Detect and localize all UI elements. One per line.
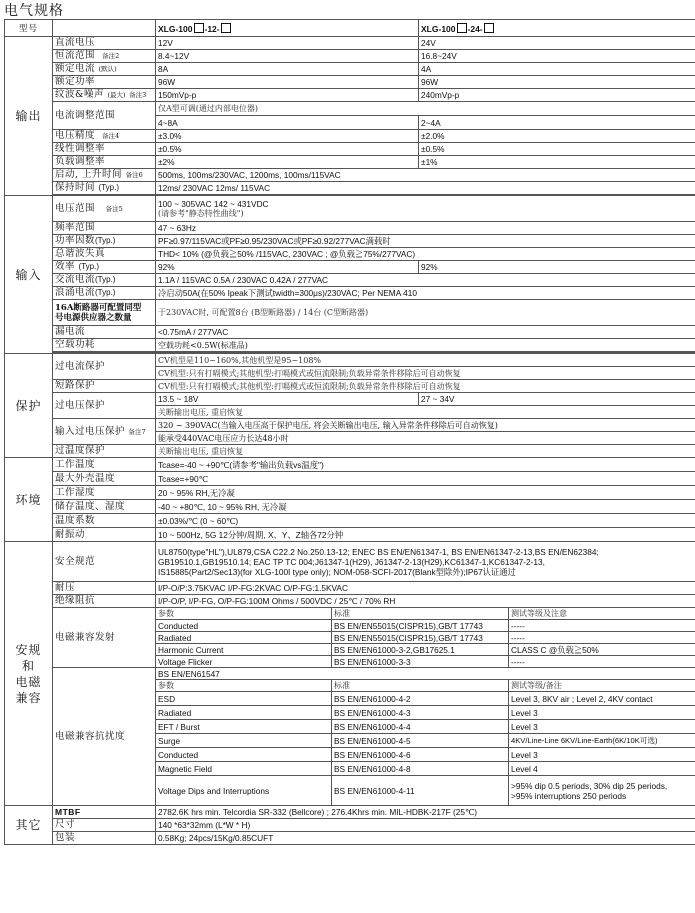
row-rated-power <box>5 76 695 89</box>
value-24v: ±2.0% <box>419 130 695 143</box>
row-dc-voltage <box>5 37 695 50</box>
label-working-humidity: 工作湿度 <box>53 486 156 500</box>
label-cc-range: 恒流范围 备注2 <box>53 50 156 63</box>
value-safety-standards: UL8750(type"HL"),UL879,CSA C22.2 No.250.13-12; ENEC BS EN/EN61347-1, BS EN/EN61347-2-13,BS EN/EN62384; GB19510.1,GB19510.14; EAC TP TC 004;J61347-1(H29), J61347-2-13(H29),KC61347-1,KC61347-2-13, IS15885(Part2/Sec13)(for XLG-100I type only); NOM-058-SCFI-2017(Blank型除外);IP67认证通过 <box>156 542 695 582</box>
safety-emc-section-label: 安规 和 电磁 兼容 <box>5 542 53 806</box>
label-input-voltage: 电压范围 备注5 <box>53 196 156 222</box>
label-max-case-temp: 最大外壳温度 <box>53 472 156 486</box>
value-thd: THD< 10% (@负载≧50% /115VAC, 230VAC ; @负载≧75%/277VAC) <box>156 248 695 261</box>
label-dc-voltage: 直流电压 <box>53 37 156 50</box>
value-packing: 0.58Kg; 24pcs/15Kg/0.85CUFT <box>156 832 695 845</box>
value-12v: 8A <box>156 63 419 76</box>
immunity-head-param: 参数 <box>156 680 332 692</box>
value-24v: 16.8~24V <box>419 50 695 63</box>
emission-head-param: 参数 <box>156 608 332 620</box>
immunity-test: Level 3, 8KV air ; Level 2, 4KV contact <box>509 692 695 706</box>
row-inrush <box>5 287 695 300</box>
emission-head-standard: 标准 <box>332 608 509 620</box>
value-12v: 8.4~12V <box>156 50 419 63</box>
label-mtbf: MTBF <box>53 806 156 819</box>
immunity-standard: BS EN/EN61000-4-2 <box>332 692 509 706</box>
label-current-adj: 电流调整范围 <box>53 102 156 130</box>
immunity-test: Level 3 <box>509 706 695 720</box>
label-voltage-tol: 电压精度 备注4 <box>53 130 156 143</box>
value-storage: -40 ~ +80℃, 10 ~ 95% RH, 无冷凝 <box>156 500 695 514</box>
row-ripple <box>5 89 695 102</box>
label-rated-current: 额定电流 (默认) <box>53 63 156 76</box>
value-12v: ±0.5% <box>156 143 419 156</box>
label-thd: 总谐波失真 <box>53 248 156 261</box>
label-efficiency: 效率 (Typ.) <box>53 261 156 274</box>
value-over-current-2: CV机型:只有打嗝模式;其他机型:打嗝模式或恒流限制;负载异常条件移除后可自动恢复 <box>156 367 695 380</box>
label-emc-emission: 电磁兼容发射 <box>53 608 156 668</box>
row-over-voltage <box>5 393 695 406</box>
row-cc-range <box>5 50 695 63</box>
value-input-ovp-1: 320 ~ 390VAC(当输入电压高于保护电压, 将会关断输出电压, 输入异常条件移除后可自动恢复) <box>156 419 695 432</box>
value-24v: 96W <box>419 76 695 89</box>
label-rated-power: 额定功率 <box>53 76 156 89</box>
row-vibration <box>5 528 695 542</box>
checkbox-icon <box>221 23 231 33</box>
emission-standard: BS EN/EN61000-3-3 <box>332 656 509 668</box>
row-input-ovp <box>5 419 695 432</box>
value-input-ovp-2: 能承受440VAC电压应力长达48小时 <box>156 432 695 445</box>
label-setup: 启动, 上升时间 备注6 <box>53 169 156 182</box>
value-withstand: I/P-O/P:3.75KVAC I/P-FG:2KVAC O/P-FG:1.5KVAC <box>156 582 695 595</box>
checkbox-icon <box>194 23 204 33</box>
value-ac-current: 1.1A / 115VAC 0.5A / 230VAC 0.42A / 277VAC <box>156 274 695 287</box>
value-12v: 150mVp-p <box>156 89 419 102</box>
label-line-reg: 线性调整率 <box>53 143 156 156</box>
emission-standard: BS EN/EN61000-3-2,GB17625.1 <box>332 644 509 656</box>
immunity-param: Magnetic Field <box>156 762 332 776</box>
value-dimension: 140 *63*32mm (L*W * H) <box>156 819 695 832</box>
emission-standard: BS EN/EN55015(CISPR15),GB/T 17743 <box>332 620 509 632</box>
emission-standard: BS EN/EN55015(CISPR15),GB/T 17743 <box>332 632 509 644</box>
immunity-param: Radiated <box>156 706 332 720</box>
value-12v: 92% <box>156 261 419 274</box>
immunity-test: >95% dip 0.5 periods, 30% dip 25 periods, >95% interruptions 250 periods <box>509 776 695 806</box>
label-emc-immunity: 电磁兼容抗扰度 <box>53 668 156 806</box>
value-input-voltage: 100 ~ 305VAC 142 ~ 431VDC (请参考"静态特性曲线") <box>156 196 695 222</box>
immunity-test: Level 3 <box>509 720 695 734</box>
row-over-temp <box>5 445 695 458</box>
label-load-reg: 负载调整率 <box>53 156 156 169</box>
label-breakers: 16A断路器可配置同型 号电源供应器之数量 <box>53 300 156 326</box>
row-temp-coeff <box>5 514 695 528</box>
label-input-ovp: 输入过电压保护 备注7 <box>53 419 156 445</box>
label-packing: 包装 <box>53 832 156 845</box>
value-12v: 12V <box>156 37 419 50</box>
model-section-label: 型号 <box>5 20 53 37</box>
value-12v: 96W <box>156 76 419 89</box>
value-over-current-1: CV机型是110~160%,其他机型是95~108% <box>156 354 695 367</box>
immunity-top-standard: BS EN/EN61547 <box>156 668 695 680</box>
value-12v: ±2% <box>156 156 419 169</box>
value-24v: 24V <box>419 37 695 50</box>
emission-param: Harmonic Current <box>156 644 332 656</box>
emission-param: Radiated <box>156 632 332 644</box>
value-leakage: <0.75mA / 277VAC <box>156 326 695 339</box>
label-dimension: 尺寸 <box>53 819 156 832</box>
protection-section-label: 保护 <box>5 354 53 458</box>
checkbox-icon <box>457 23 467 33</box>
row-mtbf <box>5 806 695 819</box>
value-working-humidity: 20 ~ 95% RH,无冷凝 <box>156 486 695 500</box>
immunity-standard: BS EN/EN61000-4-6 <box>332 748 509 762</box>
row-dimension <box>5 819 695 832</box>
row-storage <box>5 500 695 514</box>
label-over-temp: 过温度保护 <box>53 445 156 458</box>
row-no-load <box>5 339 695 352</box>
spec-table <box>4 19 695 845</box>
value-current-adj-note: 仅A型可调(通过内部电位器) <box>156 102 695 116</box>
value-inrush: 冷启动50A(在50% Ipeak下测试twidth=300μs)/230VAC; Per NEMA 410 <box>156 287 695 300</box>
immunity-standard: BS EN/EN61000-4-5 <box>332 734 509 748</box>
immunity-head-test: 测试等级/备注 <box>509 680 695 692</box>
immunity-standard: BS EN/EN61000-4-8 <box>332 762 509 776</box>
immunity-test: Level 4 <box>509 762 695 776</box>
value-24v: 2~4A <box>419 116 695 130</box>
immunity-head-standard: 标准 <box>332 680 509 692</box>
others-section-label: 其它 <box>5 806 53 845</box>
value-mtbf: 2782.6K hrs min. Telcordia SR-332 (Bellcore) ; 276.4Khrs min. MIL-HDBK-217F (25℃) <box>156 806 695 819</box>
label-safety-standards: 安全规范 <box>53 542 156 582</box>
immunity-param: Surge <box>156 734 332 748</box>
row-max-case-temp <box>5 472 695 486</box>
emission-test: CLASS C @负载≧50% <box>509 644 695 656</box>
label-vibration: 耐振动 <box>53 528 156 542</box>
row-ac-current <box>5 274 695 287</box>
value-24v: 92% <box>419 261 695 274</box>
label-hold-up: 保持时间 (Typ.) <box>53 182 156 195</box>
label-freq: 频率范围 <box>53 222 156 235</box>
value-12v: 4~8A <box>156 116 419 130</box>
immunity-top-row <box>5 668 695 680</box>
row-efficiency <box>5 261 695 274</box>
label-over-current: 过电流保护 <box>53 354 156 380</box>
model-24v: XLG-100 -24- <box>419 20 695 37</box>
immunity-test: Level 3 <box>509 748 695 762</box>
label-ac-current: 交流电流(Typ.) <box>53 274 156 287</box>
value-freq: 47 ~ 63Hz <box>156 222 695 235</box>
label-short-circuit: 短路保护 <box>53 380 156 393</box>
value-24v: ±1% <box>419 156 695 169</box>
label-working-temp: 工作温度 <box>53 458 156 472</box>
row-pf <box>5 235 695 248</box>
label-withstand: 耐压 <box>53 582 156 595</box>
environment-section-label: 环境 <box>5 458 53 542</box>
row-freq <box>5 222 695 235</box>
emission-head-test: 测试等级及注意 <box>509 608 695 620</box>
row-setup <box>5 169 695 182</box>
label-pf: 功率因数(Typ.) <box>53 235 156 248</box>
row-load-reg <box>5 156 695 169</box>
label-temp-coeff: 温度系数 <box>53 514 156 528</box>
value-vibration: 10 ~ 500Hz, 5G 12分钟/周期, X、Y、Z轴各72分钟 <box>156 528 695 542</box>
value-24v: 240mVp-p <box>419 89 695 102</box>
value-12v: 13.5 ~ 18V <box>156 393 419 406</box>
row-working-humidity <box>5 486 695 500</box>
emission-test: ----- <box>509 632 695 644</box>
value-setup: 500ms, 100ms/230VAC, 1200ms, 100ms/115VAC <box>156 169 695 182</box>
immunity-param: EFT / Burst <box>156 720 332 734</box>
value-no-load: 空载功耗<0.5W(标准品) <box>156 339 695 352</box>
label-leakage: 漏电流 <box>53 326 156 339</box>
immunity-standard: BS EN/EN61000-4-4 <box>332 720 509 734</box>
row-over-current <box>5 354 695 367</box>
model-row <box>5 20 695 37</box>
value-24v: 4A <box>419 63 695 76</box>
value-hold-up: 12ms/ 230VAC 12ms/ 115VAC <box>156 182 695 195</box>
label-storage: 储存温度、湿度 <box>53 500 156 514</box>
value-12v: ±3.0% <box>156 130 419 143</box>
immunity-standard: BS EN/EN61000-4-3 <box>332 706 509 720</box>
model-12v: XLG-100 -12- <box>156 20 419 37</box>
row-breakers <box>5 300 695 326</box>
immunity-test: 4KV/Line-Line 6KV/Line-Earth(6K/10K可选) <box>509 734 695 748</box>
row-thd <box>5 248 695 261</box>
value-isolation: I/P-O/P, I/P-FG, O/P-FG:100M Ohms / 500VDC / 25℃ / 70% RH <box>156 595 695 608</box>
immunity-param: Voltage Dips and Interruptions <box>156 776 332 806</box>
value-pf: PF≥0.97/115VAC或PF≥0.95/230VAC或PF≥0.92/277VAC满载时 <box>156 235 695 248</box>
row-hold-up <box>5 182 695 195</box>
row-packing <box>5 832 695 845</box>
immunity-param: ESD <box>156 692 332 706</box>
row-isolation <box>5 595 695 608</box>
emission-param: Voltage Flicker <box>156 656 332 668</box>
value-max-case-temp: Tcase=+90℃ <box>156 472 695 486</box>
page-title: 电气规格 <box>4 3 64 19</box>
immunity-param: Conducted <box>156 748 332 762</box>
value-short-circuit: CV机型:只有打嗝模式;其他机型:打嗝模式或恒流限制;负载异常条件移除后可自动恢复 <box>156 380 695 393</box>
label-over-voltage: 过电压保护 <box>53 393 156 419</box>
value-24v: ±0.5% <box>419 143 695 156</box>
value-working-temp: Tcase=-40 ~ +90℃(请参考"输出负载vs温度") <box>156 458 695 472</box>
value-24v: 27 ~ 34V <box>419 393 695 406</box>
immunity-standard: BS EN/EN61000-4-11 <box>332 776 509 806</box>
output-section-label: 输出 <box>5 37 53 196</box>
row-voltage-tol <box>5 130 695 143</box>
label-no-load: 空载功耗 <box>53 339 156 352</box>
emission-head-row <box>5 608 695 620</box>
model-spacer <box>53 20 156 37</box>
label-inrush: 浪涌电流(Typ.) <box>53 287 156 300</box>
checkbox-icon <box>484 23 494 33</box>
value-over-temp: 关断输出电压, 重启恢复 <box>156 445 695 458</box>
row-working-temp <box>5 458 695 472</box>
value-over-voltage-sub: 关断输出电压, 重启恢复 <box>156 406 695 419</box>
value-temp-coeff: ±0.03%/℃ (0 ~ 60℃) <box>156 514 695 528</box>
row-leakage <box>5 326 695 339</box>
emission-test: ----- <box>509 620 695 632</box>
label-ripple: 纹波&噪声 (最大) 备注3 <box>53 89 156 102</box>
row-safety-standards <box>5 542 695 582</box>
row-line-reg <box>5 143 695 156</box>
row-current-adj <box>5 102 695 116</box>
emission-test: ----- <box>509 656 695 668</box>
emission-param: Conducted <box>156 620 332 632</box>
row-input-voltage <box>5 196 695 222</box>
input-section-label: 输入 <box>5 196 53 354</box>
row-short-circuit <box>5 380 695 393</box>
row-rated-current <box>5 63 695 76</box>
value-breakers: 于230VAC时, 可配置8台 (B型断路器) / 14台 (C型断路器) <box>156 300 695 326</box>
label-isolation: 绝缘阻抗 <box>53 595 156 608</box>
row-withstand <box>5 582 695 595</box>
